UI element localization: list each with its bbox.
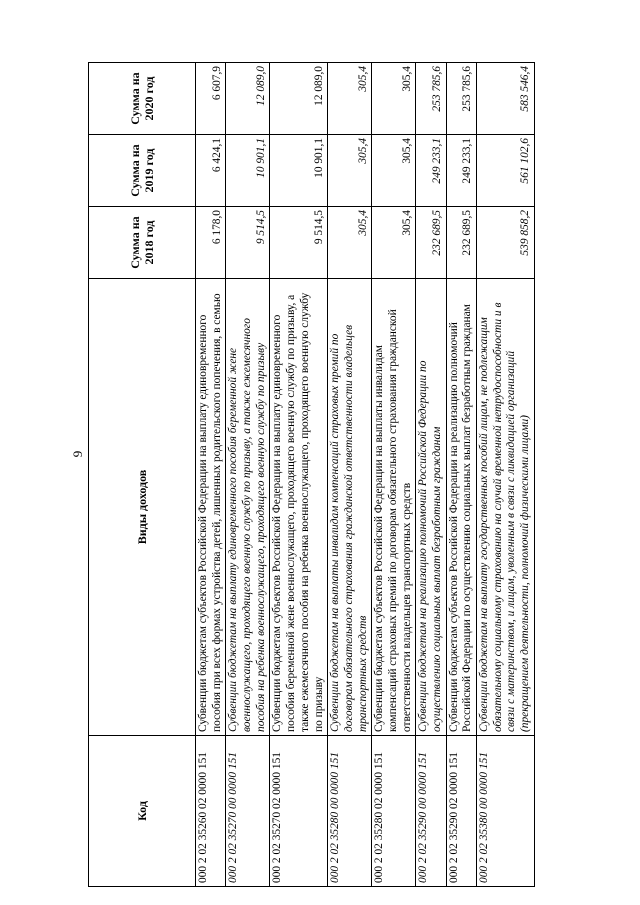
cell-description: Субвенции бюджетам субъектов Российской Федерации на выплату единовременного пособия беременной жене военнослужащего, проходящего военную службу по призыву, а также ежемесячного пособия на ребенка военнослужащего, проходящего военную службу по призыву (270, 279, 328, 736)
cell-sum-2019: 249 233,1 (446, 135, 476, 207)
table-row (196, 63, 226, 887)
table-row (477, 63, 535, 887)
cell-sum-2018: 9 514,5 (270, 207, 328, 279)
cell-sum-2020: 12 089,0 (270, 63, 328, 135)
cell-description: Субвенции бюджетам на выплату единовременного пособия беременной жене военнослужащего, проходящего военную службу по призыву, а также ежемесячного пособия на ребенка военнослужащего, проходящего военную службу по призыву (226, 279, 270, 736)
cell-sum-2018: 305,4 (328, 207, 372, 279)
cell-sum-2018: 232 689,5 (416, 207, 446, 279)
cell-description: Субвенции бюджетам субъектов Российской Федерации на выплаты инвалидам компенсаций страховых премий по договорам обязательного страхования гражданской ответственности владельцев транспортных средств (372, 279, 416, 736)
cell-sum-2018: 539 858,2 (477, 207, 535, 279)
cell-code: 000 2 02 35290 02 0000 151 (446, 736, 476, 887)
cell-code: 000 2 02 35280 02 0000 151 (372, 736, 416, 887)
cell-description: Субвенции бюджетам на выплаты инвалидам компенсаций страховых премий по договорам обязательного страхования гражданской ответственности владельцев транспортных средств (328, 279, 372, 736)
table-row (270, 63, 328, 887)
header-sum-2020: Сумма на 2020 год (89, 63, 196, 135)
cell-sum-2019: 561 102,6 (477, 135, 535, 207)
header-income-types: Виды доходов (89, 279, 196, 736)
table-row (446, 63, 476, 887)
cell-code: 000 2 02 35290 00 0000 151 (416, 736, 446, 887)
cell-sum-2020: 253 785,6 (416, 63, 446, 135)
header-sum-2019: Сумма на 2019 год (89, 135, 196, 207)
header-sum-2018: Сумма на 2018 год (89, 207, 196, 279)
cell-sum-2020: 253 785,6 (446, 63, 476, 135)
cell-sum-2020: 305,4 (372, 63, 416, 135)
cell-sum-2020: 305,4 (328, 63, 372, 135)
revenue-table (88, 62, 535, 887)
cell-code: 000 2 02 35380 00 0000 151 (477, 736, 535, 887)
cell-description: Субвенции бюджетам субъектов Российской Федерации на реализацию полномочий Российской Федерации по осуществлению социальных выплат безработным гражданам (446, 279, 476, 736)
table-row (416, 63, 446, 887)
table-header-row (89, 63, 196, 887)
cell-sum-2018: 232 689,5 (446, 207, 476, 279)
cell-sum-2019: 305,4 (372, 135, 416, 207)
cell-sum-2019: 305,4 (328, 135, 372, 207)
page-number: 9 (70, 450, 85, 458)
cell-sum-2019: 249 233,1 (416, 135, 446, 207)
cell-code: 000 2 02 35260 02 0000 151 (196, 736, 226, 887)
table-row (372, 63, 416, 887)
cell-code: 000 2 02 35270 00 0000 151 (226, 736, 270, 887)
cell-sum-2020: 583 546,4 (477, 63, 535, 135)
table-body (196, 63, 535, 887)
table-row (226, 63, 270, 887)
cell-sum-2018: 305,4 (372, 207, 416, 279)
cell-description: Субвенции бюджетам на реализацию полномочий Российской Федерации по осуществлению социальных выплат безработным гражданам (416, 279, 446, 736)
cell-sum-2019: 10 901,1 (226, 135, 270, 207)
cell-sum-2018: 6 178,0 (196, 207, 226, 279)
cell-code: 000 2 02 35280 00 0000 151 (328, 736, 372, 887)
cell-sum-2018: 9 514,5 (226, 207, 270, 279)
cell-sum-2020: 12 089,0 (226, 63, 270, 135)
cell-sum-2019: 6 424,1 (196, 135, 226, 207)
cell-description: Субвенции бюджетам субъектов Российской Федерации на выплату единовременного пособия при всех формах устройства детей, лишенных родительского попечения, в семью (196, 279, 226, 736)
cell-code: 000 2 02 35270 02 0000 151 (270, 736, 328, 887)
cell-sum-2020: 6 607,9 (196, 63, 226, 135)
table-row (328, 63, 372, 887)
cell-sum-2019: 10 901,1 (270, 135, 328, 207)
cell-description: Субвенции бюджетам на выплату государственных пособий лицам, не подлежащим обязательному социальному страхованию на случай временной нетрудоспособности и в связи с материнством, и лицам, уволенным в связи с ликвидацией организаций (прекращением деятельности, полномочий физическими лицами) (477, 279, 535, 736)
header-code: Код (89, 736, 196, 887)
rotated-table-container (88, 62, 535, 887)
